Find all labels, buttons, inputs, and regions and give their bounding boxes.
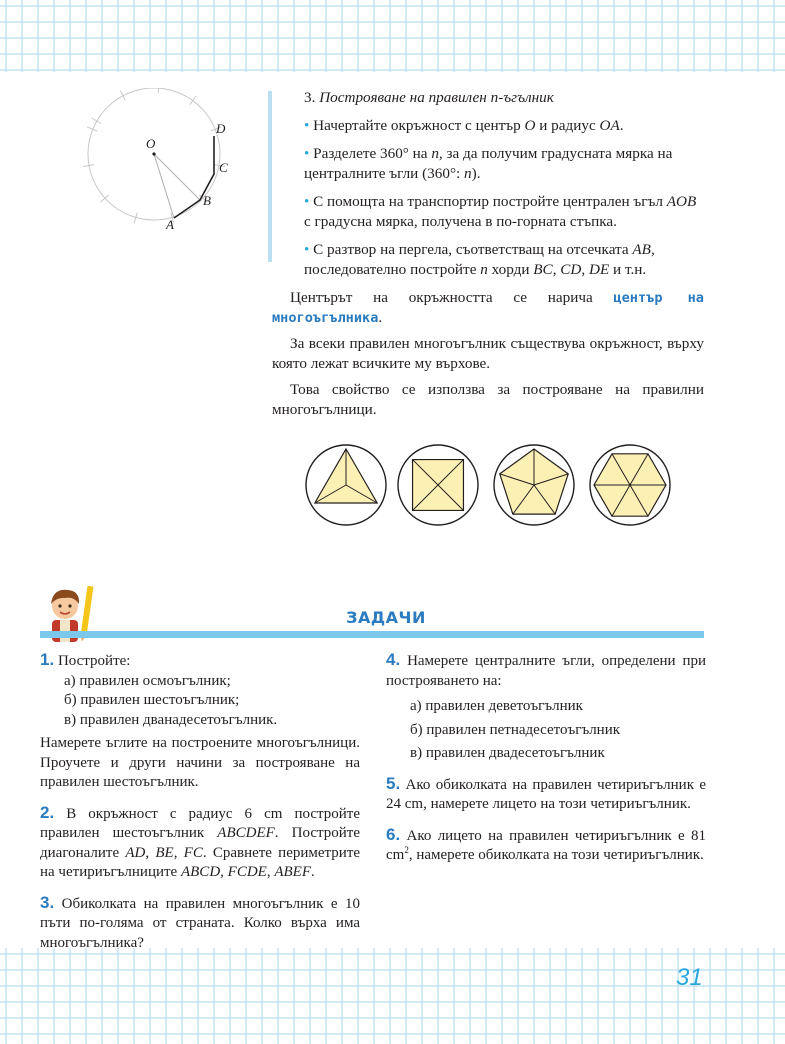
grid-paper-bottom bbox=[0, 948, 785, 1044]
label-a: A bbox=[166, 217, 174, 232]
step-item: • Начертайте окръжност с център O и радиус OA. bbox=[304, 117, 624, 134]
inscribed-polygon-5 bbox=[494, 445, 574, 525]
task-2: 2. В окръжност с радиус 6 cm постройте правилен шестоъгълник ABCDEF. Постройте диагоналите AD, BE, FC. Сравнете периметрите на четириъгълниците ABCD, FCDE, ABEF. bbox=[40, 802, 361, 880]
inscribed-polygon-6 bbox=[590, 445, 670, 525]
paragraph-center-definition: Центърът на окръжността се нарича център на многоъгълника. bbox=[272, 289, 704, 326]
inscribed-polygon-3 bbox=[306, 445, 386, 525]
tasks-divider-bar bbox=[40, 631, 704, 638]
step-item: • С разтвор на пергела, съответстващ на отсечката AB, последователно постройте n хорди BC, CD, DE и т.н. bbox=[304, 241, 655, 278]
paragraph-property-usage: Това свойство се използва за построяване на правилни многоъгълници. bbox=[272, 381, 704, 418]
bullet-icon: • bbox=[304, 193, 310, 210]
steps-title: 3. Построяване на правилен n-ъгълник bbox=[304, 89, 554, 106]
step-item: • Разделете 360° на n, за да получим градусната мярка на централните ъгли (360°: n). bbox=[304, 145, 673, 182]
label-o: O bbox=[146, 136, 156, 151]
task-6: 6. Ако лицето на правилен четириъгълник е 81 $cm^2$, намерете обиколката на този четириъгълник. bbox=[386, 824, 706, 863]
bullet-icon: • bbox=[304, 117, 310, 134]
label-b: B bbox=[203, 193, 211, 208]
tasks-column-left bbox=[40, 650, 360, 963]
task-5: 5. Ако обиколката на правилен четириъгълник е 24 cm, намерете лицето на този четириъгълник. bbox=[386, 773, 707, 812]
center-point-o bbox=[152, 152, 155, 155]
tasks-column-right bbox=[386, 650, 706, 876]
label-d: D bbox=[216, 121, 226, 136]
construction-steps bbox=[304, 88, 704, 288]
step-item: • С помощта на транспортир постройте централен ъгъл AOB с градусна мярка, получена в по-горната стъпка. bbox=[304, 193, 697, 230]
construction-figure bbox=[78, 88, 248, 238]
label-c: C bbox=[219, 160, 228, 175]
bullet-icon: • bbox=[304, 241, 310, 258]
side-accent-bar bbox=[268, 91, 272, 262]
page-number: 31 bbox=[676, 964, 703, 991]
bullet-icon: • bbox=[304, 145, 310, 162]
task-3: 3. Обиколката на правилен многоъгълник е 10 пъти по-голяма от страната. Колко върха има многоъгълника? bbox=[40, 892, 360, 951]
task-1: 1. Постройте: а) правилен осмоъгълник; б) правилен шестоъгълник; в) правилен дванадесетоъгълник. Намерете ъглите на построените многоъгълници. Проучете и други начини за построяване на правилен шестоъгълник. bbox=[40, 650, 360, 790]
paragraph-circumscribed-circle: За всеки правилен многоъгълник съществува окръжност, върху която лежат всичките му върхове. bbox=[272, 335, 704, 372]
inscribed-polygon-4 bbox=[398, 445, 478, 525]
keyword-polygon-center: център на многоъгълника bbox=[272, 290, 704, 326]
task-4: 4. Намерете централните ъгли, определени при построяването на: а) правилен деветоъгълник б) правилен петнадесетоъгълник в) правилен двадесетоъгълник bbox=[386, 650, 706, 761]
tasks-heading: ЗАДАЧИ bbox=[346, 608, 426, 627]
regular-polygons-figure bbox=[304, 443, 676, 527]
grid-paper-top bbox=[0, 0, 785, 72]
